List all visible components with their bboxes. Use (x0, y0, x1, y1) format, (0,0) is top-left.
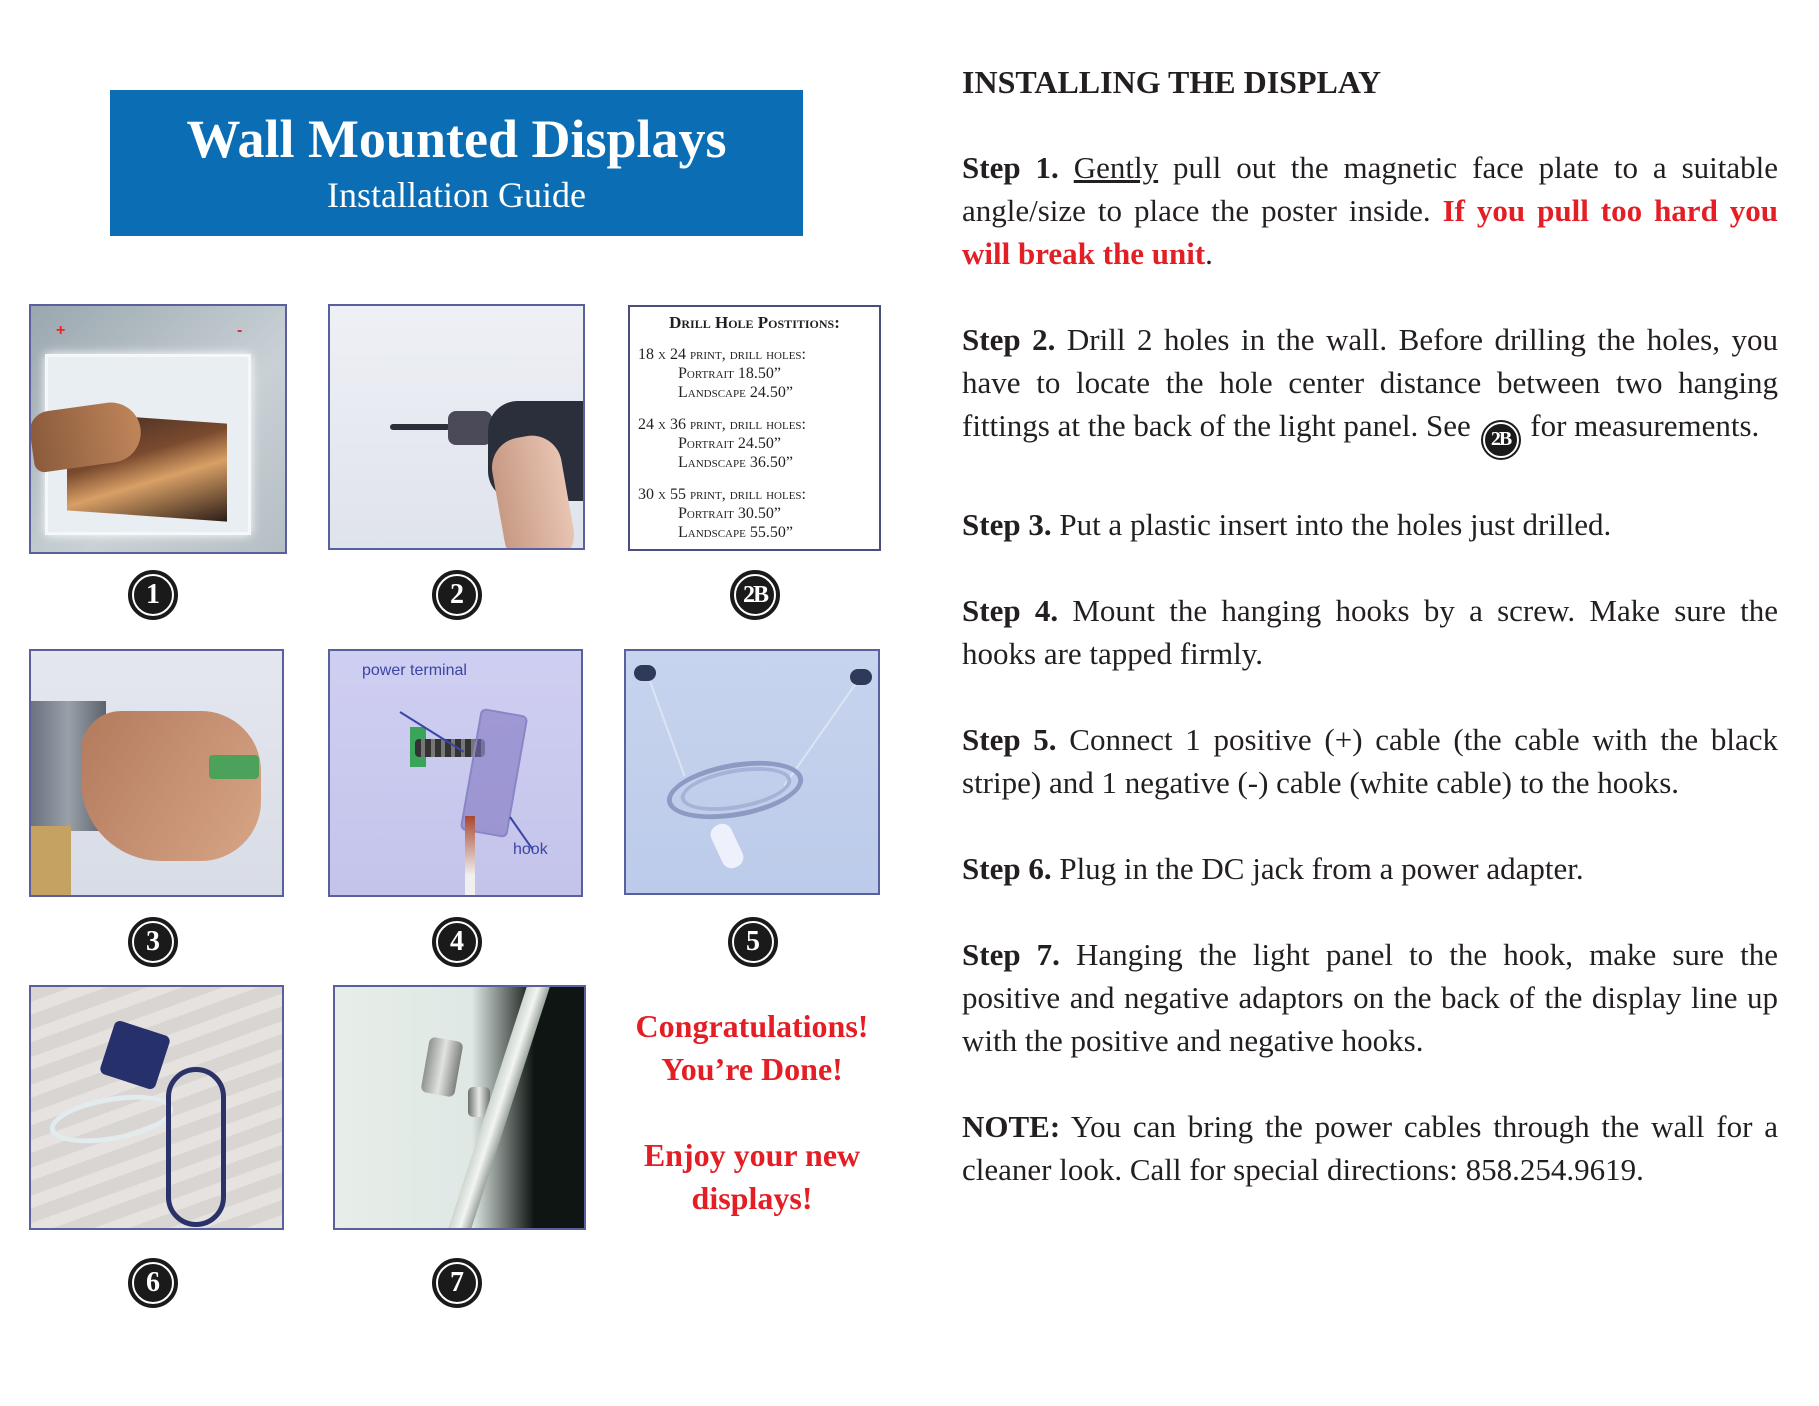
plastic-insert (209, 755, 259, 779)
instructions (962, 62, 1778, 1234)
positive-marker: + (56, 322, 66, 339)
step-5-text: Step 5. Connect 1 positive (+) cable (the cable with the black stripe) and 1 negative (-) cable (white cable) to the hooks. (962, 721, 1778, 800)
drill-hole-title: Drill Hole Postitions: (669, 313, 840, 332)
title-banner (110, 90, 803, 236)
step-4-text: Step 4. Mount the hanging hooks by a screw. Make sure the hooks are tapped firmly. (962, 592, 1778, 671)
step-2-text: Step 2. Drill 2 holes in the wall. Before drilling the holes, you have to locate the hole center distance between two hanging fittings at the back of the light panel. See 2B for measurements. (962, 318, 1778, 460)
step-5-photo (624, 649, 880, 895)
positive-hook (634, 665, 656, 681)
document-subtitle: Installation Guide (327, 175, 586, 215)
step-1-badge: 1 (128, 570, 178, 620)
power-adapter (99, 1019, 171, 1090)
adapter-cord (166, 1067, 226, 1227)
step-7-text: Step 7. Hanging the light panel to the hook, make sure the positive and negative adaptors on the back of the display line up with the positive and negative hooks. (962, 936, 1778, 1058)
instructions-heading: INSTALLING THE DISPLAY (962, 64, 1382, 100)
step-2b-reference-badge: 2B (1481, 420, 1521, 460)
step-7-badge: 7 (432, 1258, 482, 1308)
dc-jack (707, 821, 746, 872)
congratulations-message: Congratulations! You’re Done! Enjoy your new displays! (635, 1008, 869, 1216)
panel-edge (439, 985, 553, 1230)
step-2-photo (328, 304, 585, 550)
hook-label: hook (513, 841, 548, 858)
step-7-photo (333, 985, 586, 1230)
note-text: NOTE: You can bring the power cables through the wall for a cleaner look. Call for special directions: 858.254.9619. (962, 1108, 1778, 1187)
negative-marker: - (237, 322, 243, 339)
cable (646, 673, 686, 777)
hammer-handle (31, 826, 71, 897)
step-6-photo (29, 985, 284, 1230)
step-2b-badge: 2B (730, 570, 780, 620)
wire (465, 816, 475, 897)
step-3-badge: 3 (128, 917, 178, 967)
step-5-badge: 5 (728, 917, 778, 967)
drill-hole-positions-box (628, 305, 881, 551)
drill-chuck (448, 411, 492, 445)
step-6-text: Step 6. Plug in the DC jack from a power adapter. (962, 850, 1584, 886)
hand (81, 711, 261, 861)
drill-hole-group: 24 x 36 print, drill holes: Portrait 24.50” Landscape 36.50” (638, 416, 806, 471)
wall-hook (420, 1036, 463, 1097)
negative-hook (850, 669, 872, 685)
step-4-badge: 4 (432, 917, 482, 967)
drill-bit (390, 424, 450, 430)
power-terminal-label: power terminal (362, 662, 467, 679)
step-3-photo (29, 649, 284, 897)
warning-text: If you pull too hard you will break the unit (962, 193, 1778, 271)
document-title: Wall Mounted Displays (186, 109, 727, 169)
step-4-photo (328, 649, 583, 897)
step-3-text: Step 3. Put a plastic insert into the holes just drilled. (962, 506, 1612, 542)
drill-hole-group: 18 x 24 print, drill holes: Portrait 18.50” Landscape 24.50” (638, 346, 806, 401)
drill-hole-group: 30 x 55 print, drill holes: Portrait 30.50” Landscape 55.50” (638, 486, 806, 541)
step-1-text: Step 1. Gently pull out the magnetic face plate to a suitable angle/size to place the poster inside. If you pull too hard you will break the unit. (962, 150, 1779, 271)
step-2-badge: 2 (432, 570, 482, 620)
step-1-photo (29, 304, 287, 554)
white-cable (46, 1086, 177, 1151)
step-6-badge: 6 (128, 1258, 178, 1308)
